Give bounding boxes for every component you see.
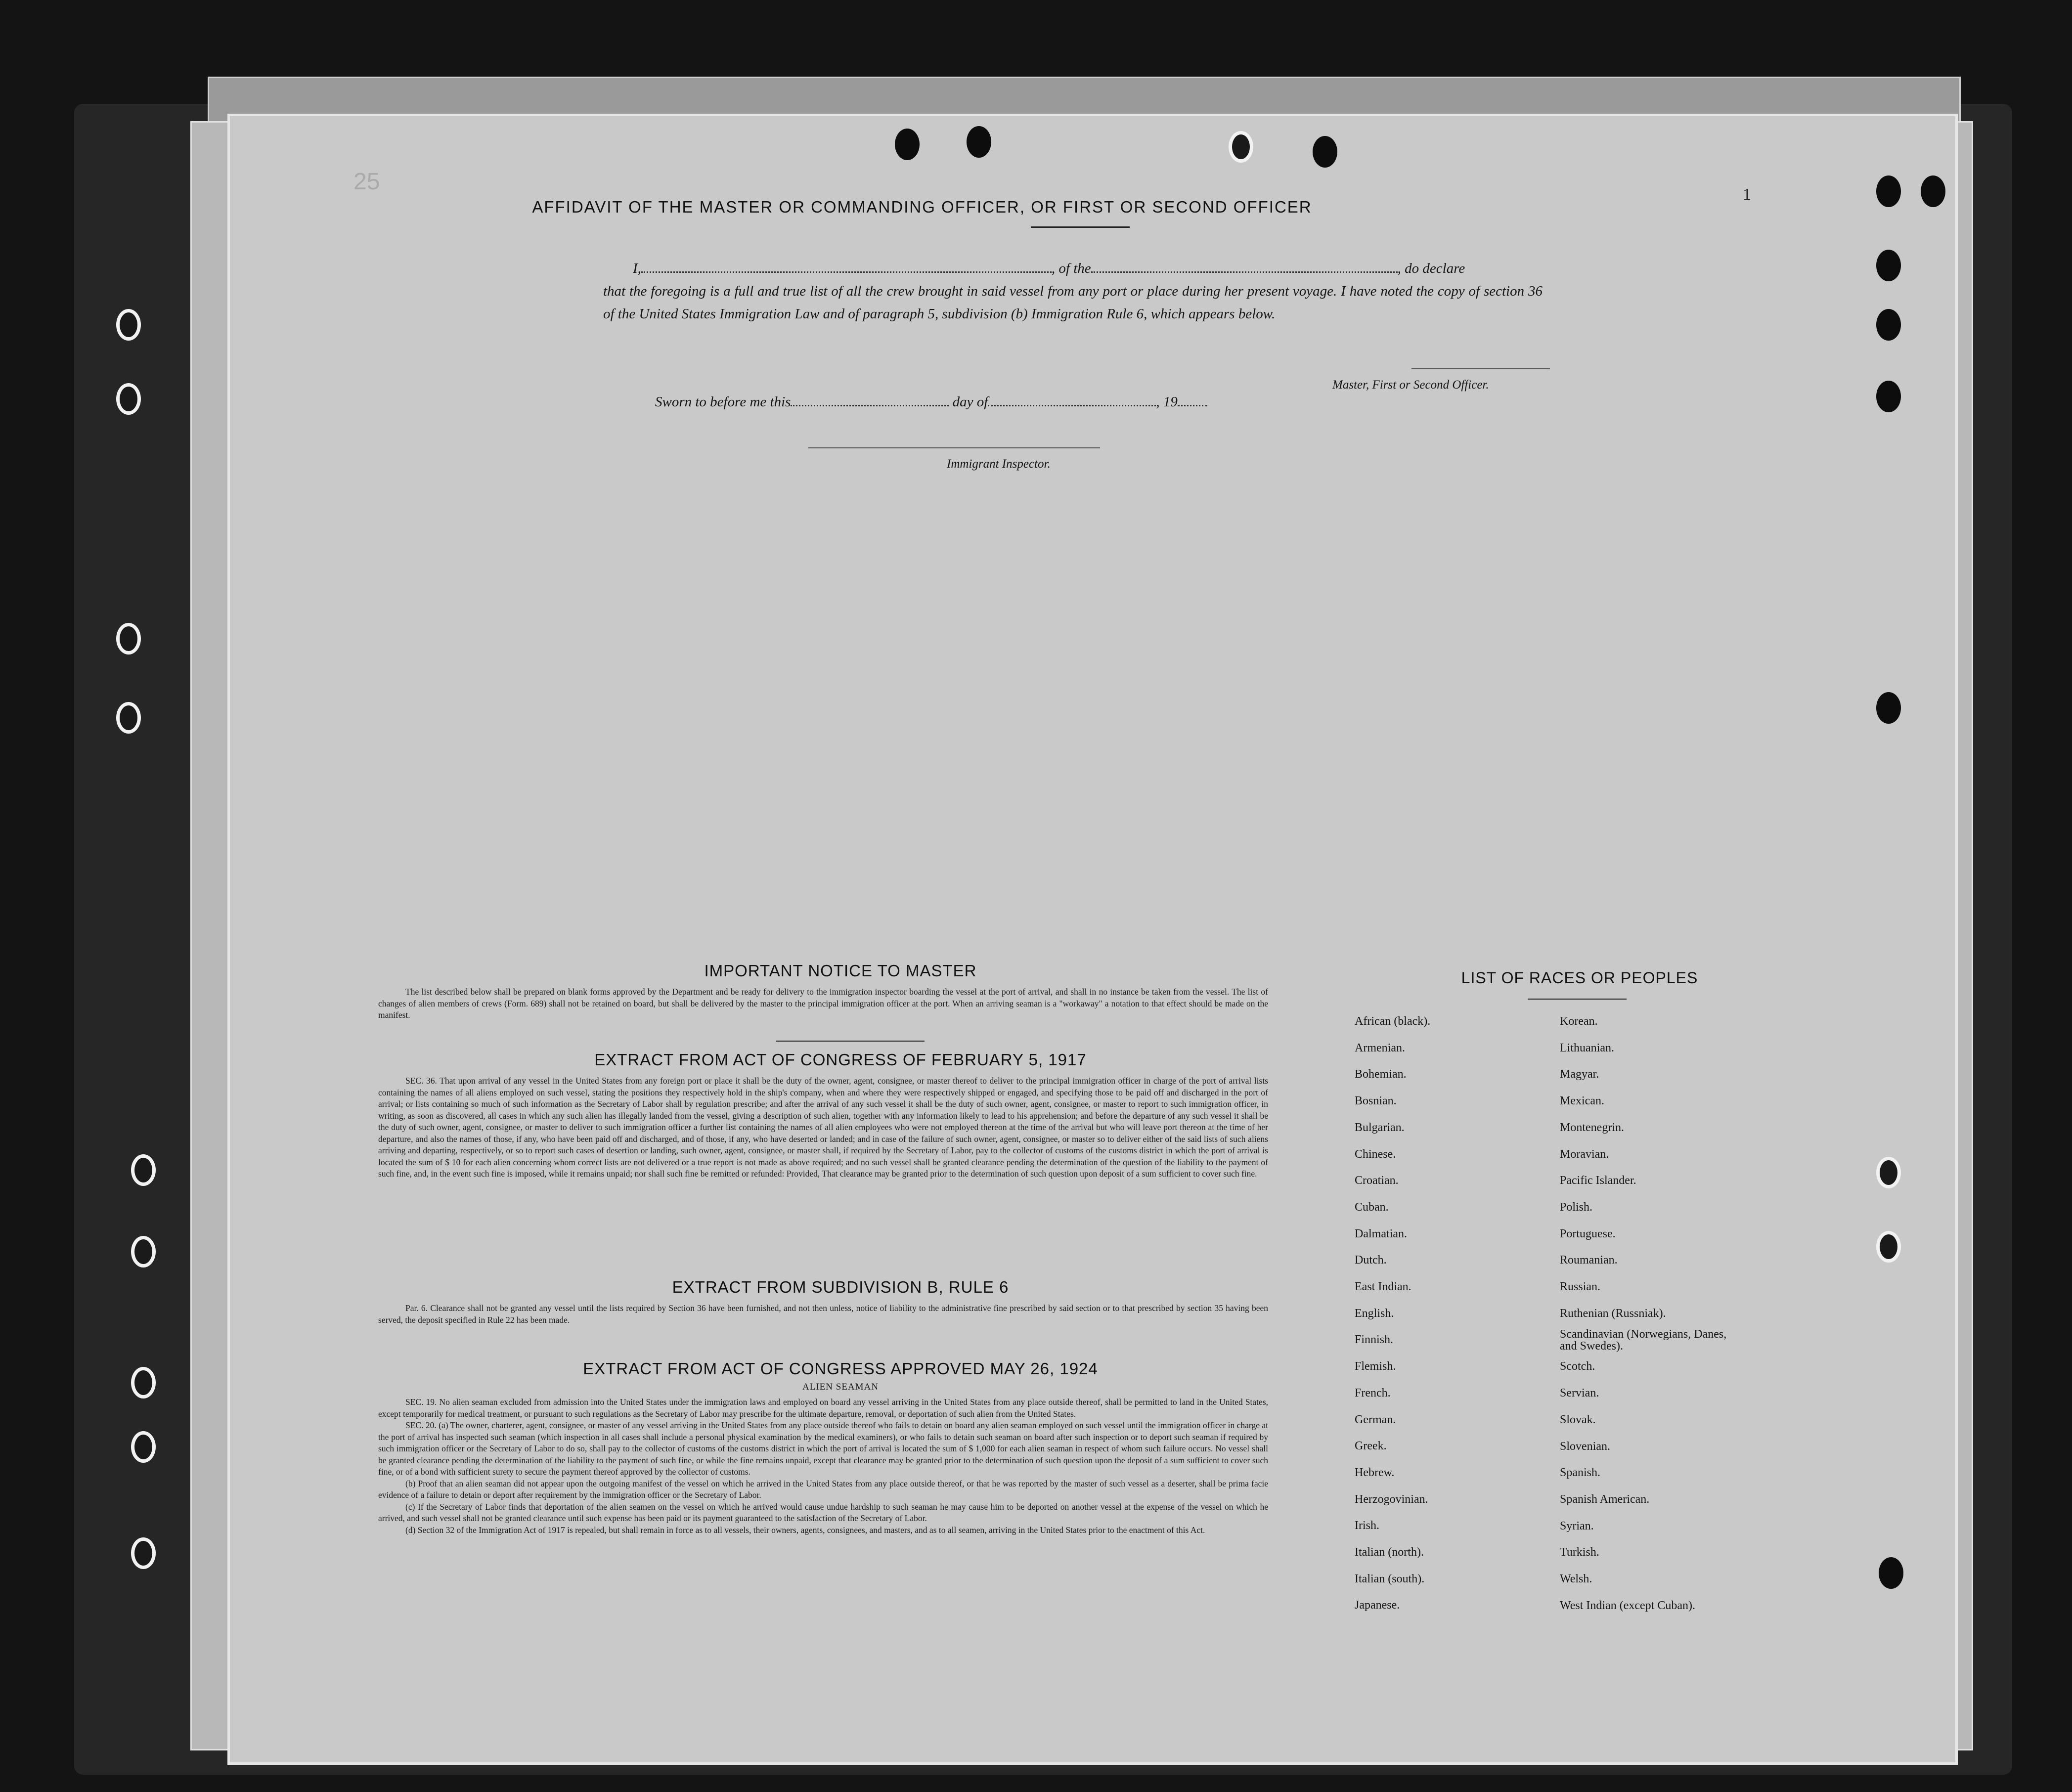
- race-item: Hebrew.: [1355, 1466, 1395, 1479]
- inspector-line: [808, 447, 1100, 448]
- punch-hole: [1921, 175, 1945, 207]
- race-item: East Indian.: [1355, 1280, 1411, 1294]
- races-right-column: [1560, 1008, 1738, 1619]
- race-item: Bohemian.: [1355, 1068, 1407, 1081]
- race-item: Flemish.: [1355, 1360, 1396, 1373]
- punch-hole: [131, 1431, 156, 1463]
- race-item: Moravian.: [1560, 1147, 1609, 1161]
- punch-hole: [1876, 692, 1901, 724]
- affidavit-body: that the foregoing is a full and true list of all the crew brought in said vessel from any port or place during her present voyage. I have noted the copy of section 36 of the United States Immigration Law and of paragraph 5, subdivision (b) Immigration Rule 6, which appears below.: [603, 283, 1543, 322]
- race-item: Bosnian.: [1355, 1094, 1397, 1108]
- punch-hole: [1313, 136, 1337, 168]
- race-item: Slovak.: [1560, 1413, 1596, 1426]
- extract-1924-text: [378, 1397, 1268, 1536]
- race-item: Armenian.: [1355, 1041, 1405, 1054]
- section-divider: [776, 1041, 925, 1042]
- punch-hole: [1876, 175, 1901, 207]
- punch-hole: [1876, 1157, 1901, 1188]
- punch-hole: [131, 1154, 156, 1186]
- races-title-underline: [1528, 999, 1627, 1000]
- signature-caption: Master, First or Second Officer.: [1332, 378, 1489, 392]
- signature-line: [1411, 368, 1550, 369]
- race-item: Italian (south).: [1355, 1572, 1425, 1585]
- race-item: German.: [1355, 1413, 1396, 1426]
- race-item: Bulgarian.: [1355, 1121, 1405, 1134]
- race-item: Servian.: [1560, 1387, 1599, 1400]
- race-item: Irish.: [1355, 1519, 1379, 1532]
- race-item: West Indian (except Cuban).: [1560, 1599, 1695, 1612]
- sworn-day-blank: [791, 394, 949, 406]
- punch-hole: [967, 126, 991, 158]
- sworn-year-label: , 19: [1156, 394, 1178, 410]
- extract-rule6-title: EXTRACT FROM SUBDIVISION B, RULE 6: [672, 1278, 1009, 1296]
- race-item: African (black).: [1355, 1015, 1431, 1028]
- punch-hole: [116, 702, 141, 734]
- punch-hole: [1876, 250, 1901, 281]
- race-item: Japanese.: [1355, 1599, 1400, 1612]
- race-item: French.: [1355, 1386, 1391, 1399]
- declare-suffix: , do declare: [1397, 261, 1465, 276]
- race-item: Magyar.: [1560, 1068, 1599, 1081]
- race-item: Russian.: [1560, 1280, 1601, 1294]
- notice-title: IMPORTANT NOTICE TO MASTER: [704, 962, 977, 980]
- race-item: Slovenian.: [1560, 1440, 1610, 1453]
- race-item: Polish.: [1560, 1200, 1593, 1214]
- faint-page-number: 25: [353, 169, 380, 195]
- affidavit-first-line: [603, 257, 1543, 280]
- punch-hole: [895, 129, 920, 160]
- declarant-prefix: I,: [633, 261, 641, 276]
- punch-hole: [116, 383, 141, 415]
- race-item: Scotch.: [1560, 1360, 1595, 1373]
- sec-20b-paragraph: (b) Proof that an alien seaman did not appear upon the outgoing manifest of the vessel on which he arrived in the United States from any place outside thereof, or that he was reported by the master of such vessel as a deserter, shall be prima facie evidence of a failure to detain or deport after requirement by the immigration officer or the Secretary of Labor.: [378, 1478, 1268, 1500]
- race-item: Dutch.: [1355, 1254, 1387, 1267]
- punch-hole: [1229, 131, 1253, 163]
- race-item: Croatian.: [1355, 1174, 1399, 1187]
- punch-hole: [1879, 1557, 1903, 1589]
- affidavit-title: AFFIDAVIT OF THE MASTER OR COMMANDING OFFICER, OR FIRST OR SECOND OFFICER: [532, 198, 1312, 216]
- races-left-column: [1355, 1008, 1430, 1619]
- race-item: Spanish American.: [1560, 1492, 1650, 1506]
- punch-hole: [1876, 381, 1901, 412]
- race-item: Italian (north).: [1355, 1546, 1424, 1559]
- race-item: Syrian.: [1560, 1519, 1594, 1532]
- race-item: Greek.: [1355, 1440, 1387, 1453]
- punch-hole: [131, 1537, 156, 1569]
- alien-seaman-subtitle: ALIEN SEAMAN: [802, 1382, 879, 1392]
- form-page: [227, 114, 1958, 1765]
- race-item: Turkish.: [1560, 1546, 1599, 1559]
- inspector-caption: Immigrant Inspector.: [947, 457, 1051, 471]
- vessel-name-blank: [1091, 261, 1398, 273]
- sworn-day-label: day of: [952, 394, 988, 410]
- extract-1917-text: [378, 1075, 1268, 1180]
- extract-1924-title: EXTRACT FROM ACT OF CONGRESS APPROVED MAY 26, 1924: [583, 1359, 1098, 1378]
- sec-20c-paragraph: (c) If the Secretary of Labor finds that deportation of the alien seamen on the vessel on which he arrived would cause undue hardship to such seaman he may cause him to be deported on another vessel at the expense of the vessel on which he arrived, and such vessel shall not be granted clearance until such expense has been paid or its payment guaranteed to the satisfaction of the Secretary of Labor.: [378, 1501, 1268, 1523]
- punch-hole: [1876, 309, 1901, 341]
- rule6-paragraph: Par. 6. Clearance shall not be granted any vessel until the lists required by Section 36 have been furnished, and not then unless, notice of liability to the administrative fine prescribed by said section or to that prescribed by section 35 having been served, the deposit specified in Rule 22 has been made.: [378, 1303, 1268, 1325]
- corner-mark: 1: [1743, 185, 1751, 204]
- notice-text: [378, 986, 1268, 1021]
- race-item: Korean.: [1560, 1015, 1598, 1028]
- declarant-name-blank: [641, 261, 1052, 273]
- punch-hole: [1876, 1231, 1901, 1263]
- race-item: Lithuanian.: [1560, 1041, 1614, 1054]
- races-title: LIST OF RACES OR PEOPLES: [1461, 969, 1698, 987]
- race-item: Ruthenian (Russniak).: [1560, 1307, 1666, 1320]
- sec-19-paragraph: SEC. 19. No alien seaman excluded from admission into the United States under the immigration laws and employed on board any vessel arriving in the United States from any place outside thereof, shall be permitted to land in the United States, except temporarily for medical treatment, or pursuant to such regulations as the Secretary of Labor may prescribe for the ultimate departure, removal, or deportation of such alien from the United States.: [378, 1397, 1268, 1419]
- sworn-line: [655, 391, 1207, 413]
- punch-hole: [131, 1367, 156, 1399]
- race-item: Scandinavian (Norwegians, Danes, and Swedes).: [1560, 1328, 1727, 1353]
- race-item: Spanish.: [1560, 1466, 1601, 1480]
- vessel-prefix: , of the: [1051, 261, 1091, 276]
- punch-hole: [131, 1236, 156, 1268]
- race-item: Welsh.: [1560, 1573, 1592, 1586]
- extract-rule6-text: [378, 1303, 1268, 1326]
- race-item: Mexican.: [1560, 1094, 1604, 1108]
- race-item: Chinese.: [1355, 1147, 1396, 1161]
- race-item: Portuguese.: [1560, 1227, 1616, 1240]
- sworn-month-blank: [988, 394, 1156, 406]
- race-item: Finnish.: [1355, 1333, 1394, 1347]
- sworn-year-blank: [1178, 394, 1207, 406]
- punch-hole: [116, 309, 141, 341]
- race-item: Cuban.: [1355, 1200, 1389, 1214]
- race-item: English.: [1355, 1307, 1394, 1320]
- race-item: Montenegrin.: [1560, 1121, 1624, 1134]
- race-item: Roumanian.: [1560, 1254, 1618, 1267]
- sec-20a-paragraph: SEC. 20. (a) The owner, charterer, agent, consignee, or master of any vessel arriving in the United States from any place outside thereof who fails to detain on board any alien seaman employed on such vessel until the immigration officer in charge at the port of arrival has inspected such seaman (which inspection in all cases shall include a personal physical examination by the medical examiners), or who fails to detain such seaman on board after such inspection or to deport such seaman if required by such immigration officer or the Secretary of Labor to do so, shall pay to the collector of customs of the customs district in which the port of arrival is located the sum of $ 1,000 for each alien seaman in respect of whom such failure occurs. No vessel shall be granted clearance pending the determination of the liability to the payment of such fine, or while the fine remains unpaid, except that clearance may be granted prior to the determination of such question upon the deposit of a sum sufficient to cover such fine, or of a bond with sufficient surety to secure the payment thereof approved by the collector of customs.: [378, 1420, 1268, 1477]
- sworn-prefix: Sworn to before me this: [655, 394, 791, 410]
- sec-20d-paragraph: (d) Section 32 of the Immigration Act of 1917 is repealed, but shall remain in force as to all vessels, their owners, agents, consignees, and masters, and as to all seamen, arriving in the United States prior to the enactment of this Act.: [405, 1525, 1205, 1535]
- race-item: Herzogovinian.: [1355, 1492, 1428, 1506]
- title-underline: [1031, 226, 1130, 228]
- race-item: Dalmatian.: [1355, 1227, 1407, 1240]
- race-item: Pacific Islander.: [1560, 1174, 1636, 1187]
- extract-1917-title: EXTRACT FROM ACT OF CONGRESS OF FEBRUARY 5, 1917: [594, 1050, 1087, 1069]
- notice-paragraph: The list described below shall be prepared on blank forms approved by the Department and be ready for delivery to the immigration inspector boarding the vessel at the port of arrival, and shall in no instance be taken from the vessel. The list of changes of alien members of crews (Form. 689) shall not be retained on board, but shall be delivered by the master to the principal immigration officer at the port. When an arriving seaman is a "workaway" a notation to that effect should be made on the manifest.: [378, 987, 1268, 1020]
- section-36-paragraph: SEC. 36. That upon arrival of any vessel in the United States from any foreign port or place it shall be the duty of the owner, agent, consignee, or master thereof to deliver to the principal immigration officer in charge of the port of arrival lists containing the names of all aliens employed on such vessel, stating the positions they respectively hold in the ship's company, when and where they were respectively shipped or engaged, and specifying those to be paid off and discharged in the port of arrival; or lists containing so much of such information as the Secretary of Labor shall by regulation prescribe; and after the arrival of any such vessel it shall be the duty of such owner, agent, consignee, or master to report to such immigration officer, in writing, as soon as discovered, all cases in which any such alien has illegally landed from the vessel, giving a description of such alien, together with any information likely to lead to his apprehension; and before the departure of any such vessel it shall be the duty of such owner, agent, consignee, or master to deliver to such immigration officer a further list containing the names of all alien employees who were not employed thereon at the time of the arrival but who will leave port thereon at the time of her departure, and also the names of those, if any, who have been paid off and discharged, and of those, if any, who have deserted or landed; and in case of the failure of such owner, agent, consignee, or master so to deliver either of the said lists of such aliens arriving and departing, respectively, or so to report such cases of desertion or landing, such owner, agent, consignee, or master shall, if required by the Secretary of Labor, pay to the collector of customs of the customs district in which the port of arrival is located the sum of $ 10 for each alien concerning whom correct lists are not delivered or a true report is not made as above required; and no such vessel shall be granted clearance pending the determination of the question of the liability to the payment of such fine, and, in the event such fine is imposed, while it remains unpaid; nor shall such fine be remitted or refunded: Provided, That clearance may be granted prior to the determination of such question upon deposit of a sum sufficient to cover such fine.: [378, 1076, 1268, 1179]
- punch-hole: [116, 623, 141, 655]
